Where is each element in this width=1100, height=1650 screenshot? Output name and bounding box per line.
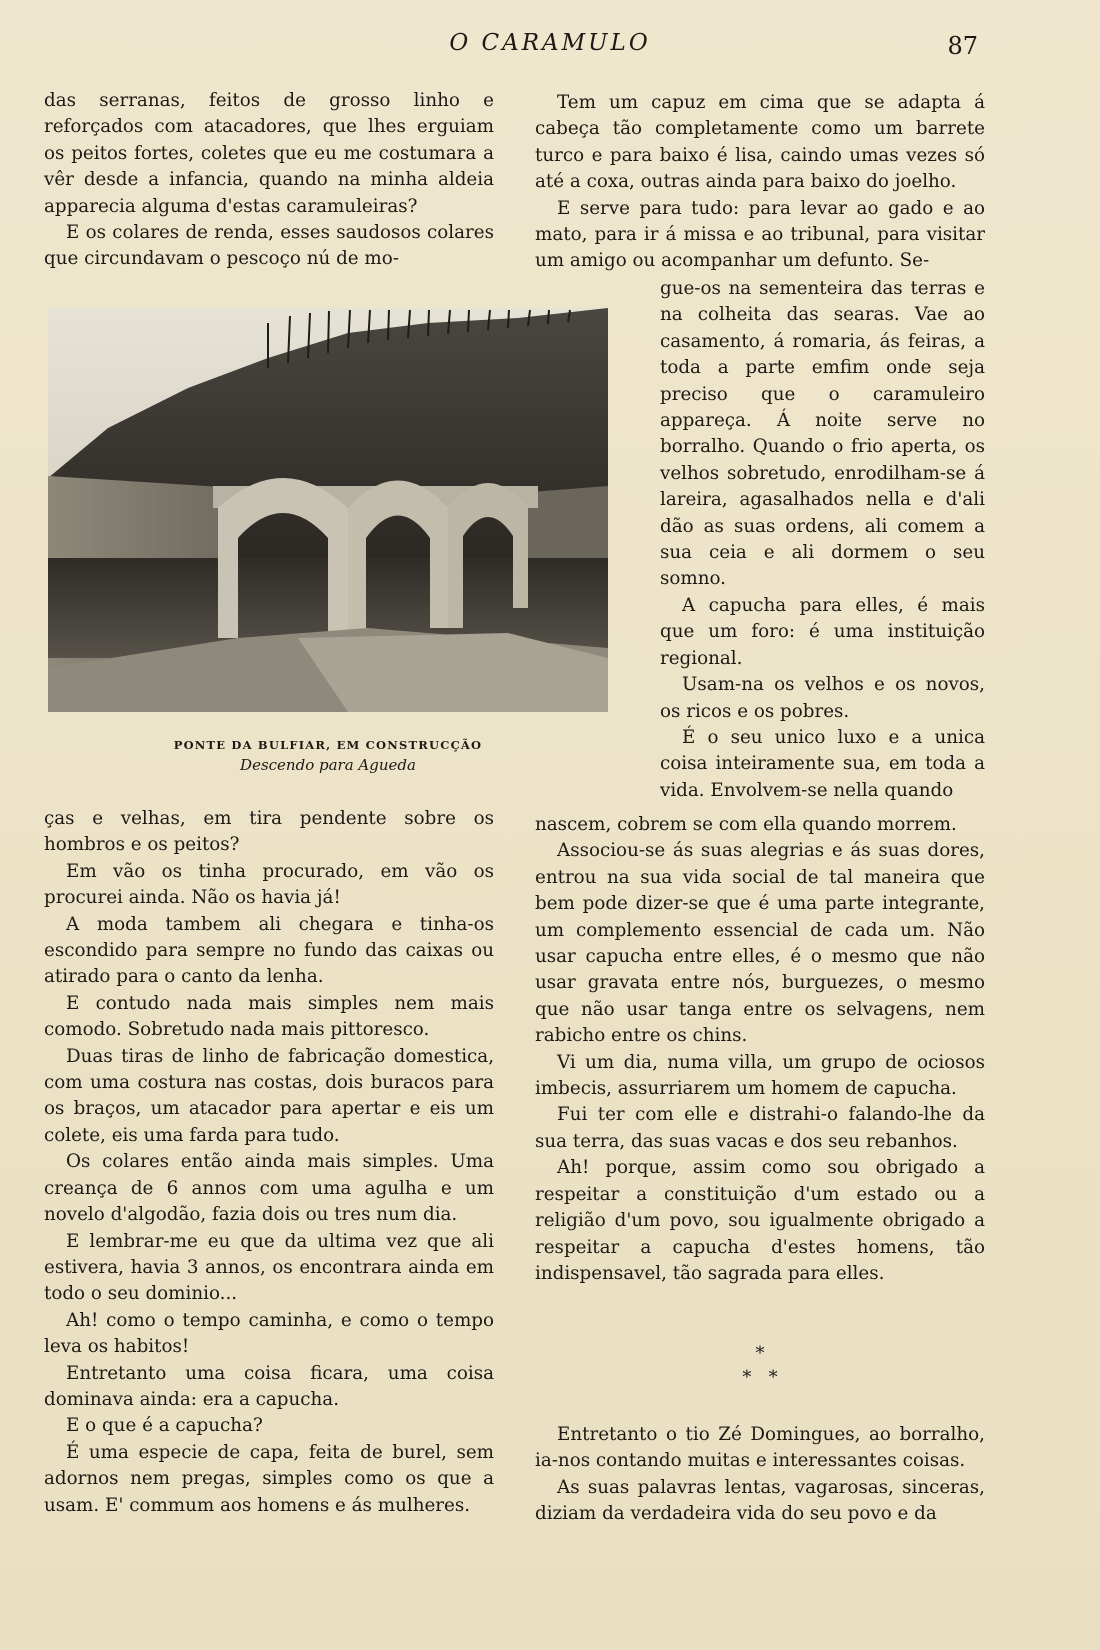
paragraph: E lembrar-me eu que da ultima vez que ali estivera, havia 3 annos, os encontrara ainda em todo o seu dominio... [44,1230,494,1305]
right-column-top [535,90,985,275]
bridge-illustration [48,308,608,712]
separator-star-top: * [755,1343,765,1364]
paragraph: Ah! como o tempo caminha, e como o tempo leva os habitos! [44,1309,494,1358]
right-column-middle [535,812,985,1287]
paragraph: É o seu unico luxo e a unica coisa inteiramente sua, em toda a vida. Envolvem-se nella quando [660,726,985,801]
figure-caption-title: PONTE DA BULFIAR, EM CONSTRUCÇÃO [173,738,483,752]
bridge-photograph [48,308,608,712]
right-column-bottom [535,1422,985,1528]
running-title: O CARAMULO [449,30,651,56]
paragraph: ças e velhas, em tira pendente sobre os hombros e os peitos? [44,808,494,856]
left-column-top [44,88,494,273]
right-column-narrow [660,276,985,804]
paragraph: É uma especie de capa, feita de burel, sem adornos nem pregas, simples como os que a usam. E' commum aos homens e ás mulheres. [44,1441,494,1516]
paragraph: nascem, cobrem se com ella quando morrem. [535,814,957,835]
paragraph: das serranas, feitos de grosso linho e reforçados com atacadores, que lhes erguiam os peitos fortes, coletes que eu me costumara a vêr desde a infancia, quando na minha aldeia apparecia alguma d'estas caramuleiras? [44,90,494,217]
figure-caption-subtitle: Descendo para Agueda [240,756,416,774]
section-separator [535,1342,985,1390]
left-column-bottom [44,806,494,1519]
separator-stars-bottom: * * [742,1367,778,1388]
paragraph: Os colares então ainda mais simples. Uma creança de 6 annos com uma agulha e um novelo d'algodão, fazia dois ou tres num dia. [44,1151,494,1226]
paragraph: A capucha para elles, é mais que um foro: é uma instituição regional. [660,594,985,669]
paragraph: Em vão os tinha procurado, em vão os procurei ainda. Não os havia já! [44,860,494,909]
page-number: 87 [947,32,978,60]
paragraph: Ah! porque, assim como sou obrigado a respeitar a constituição d'um estado ou a religião d'um povo, sou igualmente obrigado a respeitar a capucha d'estes homens, tão indispensavel, tão sagrada para elles. [535,1157,985,1284]
paragraph: E serve para tudo: para levar ao gado e ao mato, para ir á missa e ao tribunal, para visitar um amigo ou acompanhar um defunto. Se- [535,197,985,272]
paragraph: E o que é a capucha? [66,1415,263,1437]
paragraph: Vi um dia, numa villa, um grupo de ociosos imbecis, assurriarem um homem de capucha. [535,1051,985,1100]
paragraph: A moda tambem ali chegara e tinha-os escondido para sempre no fundo das caixas ou atirado para o canto da lenha. [44,913,494,988]
paragraph: Entretanto o tio Zé Domingues, ao borralho, ia-nos contando muitas e interessantes coisas. [535,1424,985,1472]
paragraph: Entretanto uma coisa ficara, uma coisa dominava ainda: era a capucha. [44,1362,494,1410]
paragraph: As suas palavras lentas, vagarosas, sinceras, diziam da verdadeira vida do seu povo e da [535,1476,985,1525]
paragraph: Tem um capuz em cima que se adapta á cabeça tão completamente como um barrete turco e para baixo é lisa, caindo umas vezes só até a coxa, outras ainda para baixo do joelho. [535,92,985,193]
paragraph: Fui ter com elle e distrahi-o falando-lhe da sua terra, das suas vacas e dos seu rebanhos. [535,1104,985,1152]
paragraph: Duas tiras de linho de fabricação domestica, com uma costura nas costas, dois buracos para os braços, um atacador para apertar e eis um colete, eis uma farda para tudo. [44,1045,494,1146]
paragraph: E contudo nada mais simples nem mais comodo. Sobretudo nada mais pittoresco. [44,992,494,1041]
paragraph: Usam-na os velhos e os novos, os ricos e os pobres. [660,674,985,722]
paragraph: Associou-se ás suas alegrias e ás suas dores, entrou na sua vida social de tal maneira que bem pode dizer-se que é uma parte integrante, um complemento essencial de cada um. Não usar capucha entre elles, é o mesmo que não usar gravata entre nós, burguezes, o mesmo que não usar tanga entre os selvagens, nem rabicho entre os chins. [535,840,985,1047]
paragraph: gue-os na sementeira das terras e na colheita das searas. Vae ao casamento, á romaria, ás feiras, a toda a parte emfim onde seja preciso que o caramuleiro appareça. Á noite serve no borralho. Quando o frio aperta, os velhos sobretudo, enrodilham-se á lareira, agasalhados nella e d'ali dão as suas ordens, ali comem a sua ceia e ali dormem o seu somno. [660,278,985,590]
paragraph: E os colares de renda, esses saudosos colares que circundavam o pescoço nú de mo- [44,222,494,270]
